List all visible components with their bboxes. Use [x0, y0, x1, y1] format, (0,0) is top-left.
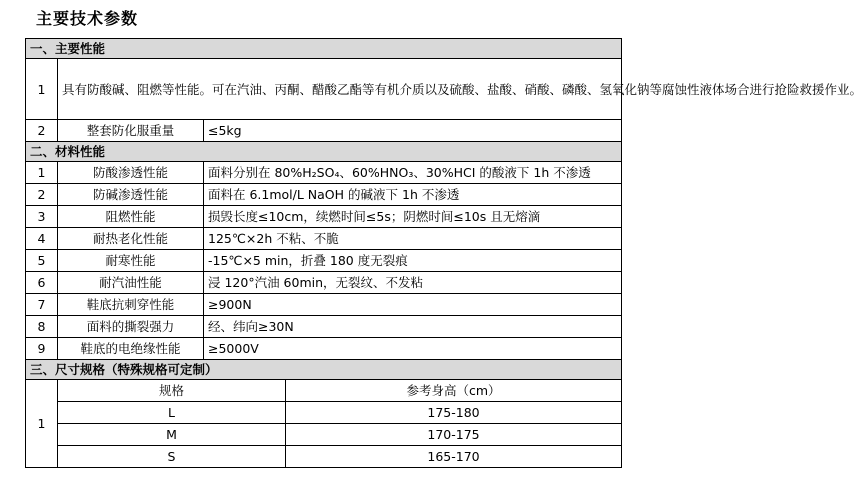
section-heading-material-performance: 二、材料性能 — [26, 142, 622, 162]
table-row — [26, 250, 622, 272]
param-value: -15℃×5 min，折叠 180 度无裂痕 — [204, 250, 622, 272]
param-value: 浸 120°汽油 60min，无裂纹、不发粘 — [204, 272, 622, 294]
row-number: 1 — [26, 162, 58, 184]
page-title: 主要技术参数 — [36, 9, 139, 28]
row-number: 8 — [26, 316, 58, 338]
param-value: 125℃×2h 不粘、不脆 — [204, 228, 622, 250]
table-row — [26, 184, 622, 206]
param-name: 鞋底抗刺穿性能 — [58, 294, 204, 316]
table-row — [26, 59, 622, 120]
row-number: 9 — [26, 338, 58, 360]
table-row — [26, 294, 622, 316]
section-heading-row — [26, 39, 622, 59]
row-number: 4 — [26, 228, 58, 250]
section-heading-size-spec: 三、尺寸规格（特殊规格可定制） — [26, 360, 622, 380]
performance-description: 具有防酸碱、阻燃等性能。可在汽油、丙酮、醋酸乙酯等有机介质以及硫酸、盐酸、硝酸、磷酸、氢氧化钠等腐蚀性液体场合进行抢险救援作业。 — [58, 59, 622, 120]
param-name: 阻燃性能 — [58, 206, 204, 228]
size-header-row — [26, 380, 622, 402]
param-value: 面料在 6.1mol/L NaOH 的碱液下 1h 不渗透 — [204, 184, 622, 206]
param-value: ≥900N — [204, 294, 622, 316]
section-heading-main-performance: 一、主要性能 — [26, 39, 622, 59]
spec-table — [25, 38, 862, 468]
size-row — [26, 446, 622, 468]
param-value: 经、纬向≥30N — [204, 316, 622, 338]
size-value: L — [58, 402, 286, 424]
row-number: 1 — [26, 380, 58, 468]
param-name: 面料的撕裂强力 — [58, 316, 204, 338]
row-number: 2 — [26, 120, 58, 142]
param-name: 整套防化服重量 — [58, 120, 204, 142]
section-heading-row — [26, 142, 622, 162]
row-number: 7 — [26, 294, 58, 316]
param-value: ≥5000V — [204, 338, 622, 360]
param-name: 鞋底的电绝缘性能 — [58, 338, 204, 360]
table-row — [26, 316, 622, 338]
param-name: 耐寒性能 — [58, 250, 204, 272]
size-row — [26, 402, 622, 424]
row-number: 1 — [26, 59, 58, 120]
param-name: 耐汽油性能 — [58, 272, 204, 294]
height-column-header: 参考身高（cm） — [286, 380, 622, 402]
table-row — [26, 272, 622, 294]
param-value: ≤5kg — [204, 120, 622, 142]
size-column-header: 规格 — [58, 380, 286, 402]
height-range: 165-170 — [286, 446, 622, 468]
param-name: 防酸渗透性能 — [58, 162, 204, 184]
param-value: 损毁长度≤10cm，续燃时间≤5s；阴燃时间≤10s 且无熔滴 — [204, 206, 622, 228]
table-row — [26, 206, 622, 228]
row-number: 5 — [26, 250, 58, 272]
height-range: 175-180 — [286, 402, 622, 424]
size-value: S — [58, 446, 286, 468]
table-row — [26, 162, 622, 184]
table-row — [26, 228, 622, 250]
row-number: 2 — [26, 184, 58, 206]
param-name: 耐热老化性能 — [58, 228, 204, 250]
param-value: 面料分别在 80%H₂SO₄、60%HNO₃、30%HCI 的酸液下 1h 不渗透 — [204, 162, 622, 184]
table-row — [26, 338, 622, 360]
height-range: 170-175 — [286, 424, 622, 446]
section-heading-row — [26, 360, 622, 380]
size-row — [26, 424, 622, 446]
row-number: 3 — [26, 206, 58, 228]
param-name: 防碱渗透性能 — [58, 184, 204, 206]
table-row — [26, 120, 622, 142]
size-value: M — [58, 424, 286, 446]
row-number: 6 — [26, 272, 58, 294]
